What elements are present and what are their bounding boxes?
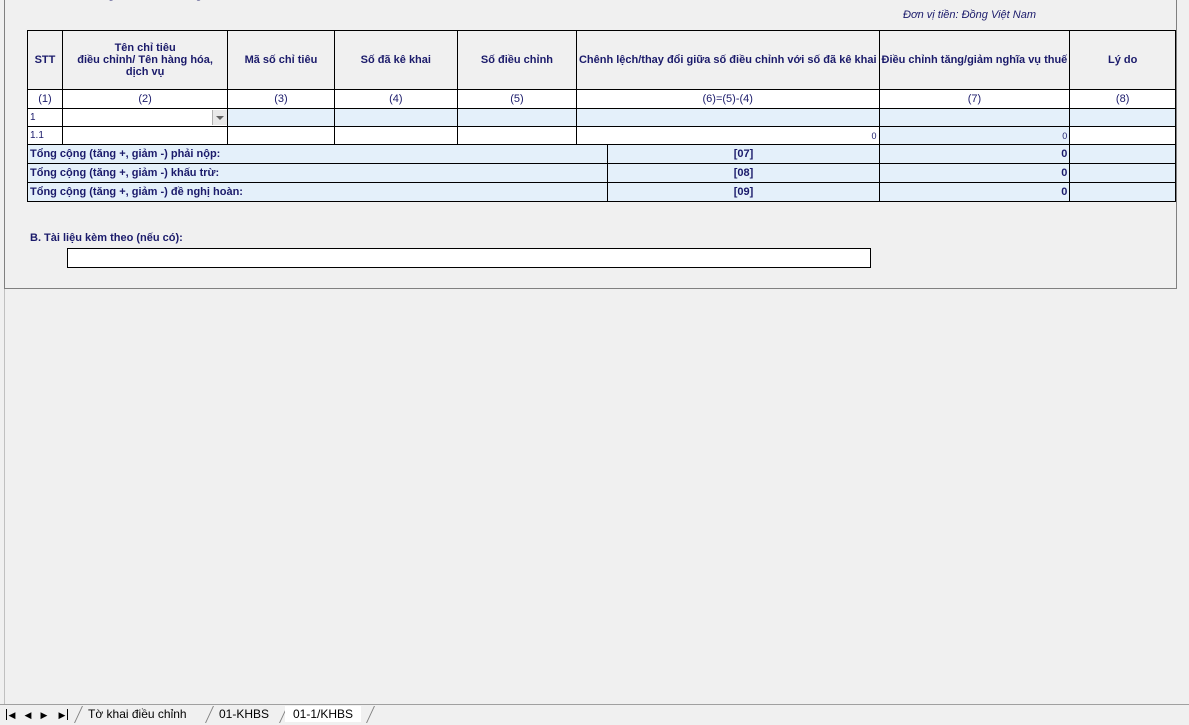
row1-difference-cell[interactable] — [576, 109, 879, 127]
row2-difference-cell[interactable]: 0 — [576, 127, 879, 145]
tab-adjustment-declaration[interactable]: Tờ khai điều chỉnh — [88, 707, 187, 721]
index-8: (8) — [1070, 90, 1176, 109]
first-sheet-bar — [6, 709, 7, 720]
section-a-heading — [67, 0, 206, 1]
total-deductible-label: Tổng cộng (tăng +, giảm -) khấu trừ: — [28, 164, 577, 183]
row2-code-cell[interactable] — [228, 127, 334, 145]
section-b-label: B. Tài liệu kèm theo (nếu có): — [30, 232, 183, 244]
total-row-refund — [28, 183, 1176, 202]
total-row-deductible — [28, 164, 1176, 183]
row1-reason-cell[interactable] — [1070, 109, 1176, 127]
total-payable-label: Tổng cộng (tăng +, giảm -) phải nộp: — [28, 145, 577, 164]
first-sheet-icon[interactable]: ◀ — [8, 710, 16, 720]
total-deductible-reason[interactable] — [1070, 164, 1176, 183]
form-sheet — [4, 0, 1177, 289]
row2-declared-cell[interactable] — [334, 127, 457, 145]
total-refund-code: [09] — [607, 183, 878, 201]
row1-item-select[interactable] — [62, 109, 227, 127]
index-4: (4) — [334, 90, 457, 109]
last-sheet-icon[interactable]: ▶ — [58, 710, 66, 720]
header-difference: Chênh lệch/thay đổi giữa số điều chỉnh với số đã kê khai — [576, 31, 879, 90]
header-reason: Lý do — [1070, 31, 1176, 90]
adjustment-table — [27, 30, 1176, 202]
row2-adjusted-cell[interactable] — [458, 127, 577, 145]
next-sheet-icon[interactable]: ▶ — [40, 710, 48, 720]
row2-item-name-cell[interactable] — [62, 127, 227, 145]
total-payable-reason[interactable] — [1070, 145, 1176, 164]
total-payable-code: [07] — [607, 145, 878, 163]
header-stt: STT — [28, 31, 63, 90]
header-row — [28, 31, 1176, 90]
index-1: (1) — [28, 90, 63, 109]
tab-separator — [366, 706, 375, 723]
prev-sheet-icon[interactable]: ◀ — [24, 710, 32, 720]
total-refund-reason[interactable] — [1070, 183, 1176, 202]
row1-code-cell[interactable] — [228, 109, 334, 127]
total-deductible-code: [08] — [607, 164, 878, 182]
index-3: (3) — [228, 90, 334, 109]
index-5: (5) — [458, 90, 577, 109]
tab-01-1-khbs[interactable]: 01-1/KHBS — [285, 706, 361, 722]
chevron-down-icon[interactable] — [212, 110, 227, 125]
currency-unit-label: Đơn vị tiền: Đồng Việt Nam — [903, 9, 1037, 21]
column-index-row — [28, 90, 1176, 109]
attachment-input[interactable] — [67, 248, 871, 268]
total-refund-value: 0 — [879, 183, 1070, 202]
total-deductible-code-wrap — [576, 164, 879, 183]
total-refund-code-wrap — [576, 183, 879, 202]
table-row — [28, 109, 1176, 127]
row1-declared-cell[interactable] — [334, 109, 457, 127]
index-7: (7) — [879, 90, 1070, 109]
total-row-payable — [28, 145, 1176, 164]
index-6: (6)=(5)-(4) — [576, 90, 879, 109]
table-row — [28, 127, 1176, 145]
row1-tax-adjustment-cell[interactable] — [879, 109, 1070, 127]
header-tax-adjustment: Điều chỉnh tăng/giảm nghĩa vụ thuế — [879, 31, 1070, 90]
header-adjusted: Số điều chỉnh — [458, 31, 577, 90]
total-refund-label: Tổng cộng (tăng +, giảm -) đề nghị hoàn: — [28, 183, 577, 202]
row2-stt[interactable]: 1.1 — [28, 127, 63, 145]
row2-reason-cell[interactable] — [1070, 127, 1176, 145]
total-payable-code-wrap — [576, 145, 879, 164]
row1-stt[interactable]: 1 — [28, 109, 63, 127]
total-deductible-value: 0 — [879, 164, 1070, 183]
last-sheet-bar — [67, 709, 68, 720]
total-payable-value: 0 — [879, 145, 1070, 164]
sheet-tab-bar — [0, 704, 1189, 725]
header-item-code: Mã số chỉ tiêu — [228, 31, 334, 90]
tab-01-khbs[interactable]: 01-KHBS — [219, 707, 270, 721]
index-2: (2) — [62, 90, 227, 109]
header-declared: Số đã kê khai — [334, 31, 457, 90]
header-item-name: Tên chỉ tiêu điều chỉnh/ Tên hàng hóa, dịch vụ — [62, 31, 227, 90]
row2-tax-adjustment-cell[interactable]: 0 — [879, 127, 1070, 145]
row1-adjusted-cell[interactable] — [458, 109, 577, 127]
